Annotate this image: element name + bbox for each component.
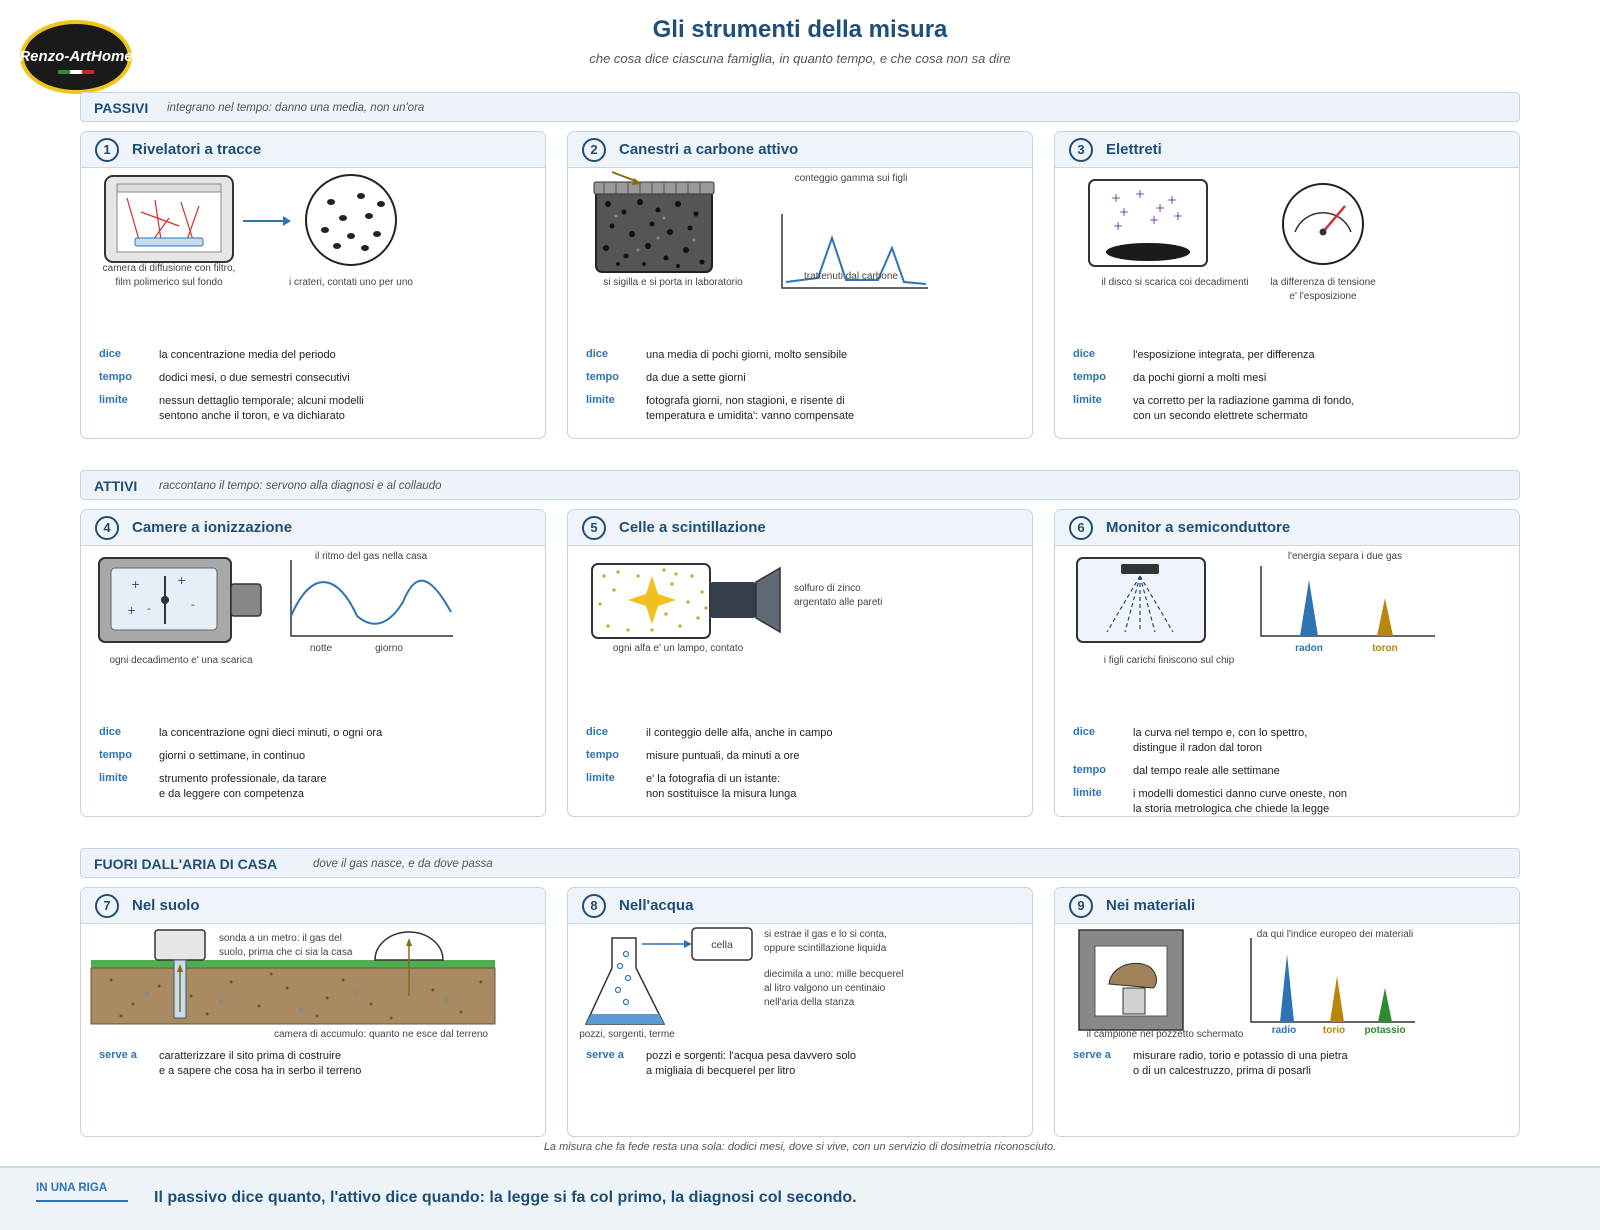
caption: suolo, prima che ci sia la casa xyxy=(219,947,353,958)
value-says: il conteggio delle alfa, anche in campo xyxy=(646,727,833,739)
svg-text:+: + xyxy=(1149,213,1160,227)
svg-text:+: + xyxy=(1155,201,1166,215)
caption: i crateri, contati uno per uno xyxy=(289,277,413,288)
value-time: dodici mesi, o due semestri consecutivi xyxy=(159,372,350,384)
value-time: da pochi giorni a molti mesi xyxy=(1133,372,1267,384)
caption: la differenza di tensione xyxy=(1270,277,1376,288)
legend-potassio: potassio xyxy=(1364,1025,1406,1036)
caption: l'energia separa i due gas xyxy=(1287,551,1403,562)
key-time: tempo xyxy=(586,371,619,383)
summary-bar xyxy=(0,1166,1600,1230)
legend-toron: toron xyxy=(1372,643,1398,654)
card-header xyxy=(568,888,1032,924)
value-serves: caratterizzare il sito prima di costruire xyxy=(159,1050,342,1062)
section-title: FUORI DALL'ARIA DI CASA xyxy=(94,856,278,872)
card-scintillation-cells xyxy=(567,509,1033,817)
svg-text:+: + xyxy=(127,604,137,617)
card-track-detectors xyxy=(80,131,546,439)
key-limit: limite xyxy=(1073,394,1102,406)
key-serves: serve a xyxy=(586,1049,624,1061)
svg-text:+: + xyxy=(177,574,187,587)
key-limit: limite xyxy=(586,772,615,784)
potassio-peak xyxy=(1378,988,1392,1022)
cell-label: cella xyxy=(711,939,733,951)
caption: camera di accumulo: quanto ne esce dal terreno xyxy=(273,1029,488,1040)
key-says: dice xyxy=(1073,726,1096,738)
value-says: la concentrazione ogni dieci minuti, o ogni ora xyxy=(159,727,383,739)
value-limit: e' la fotografia di un istante: xyxy=(646,773,781,785)
section-outside xyxy=(80,848,1520,878)
key-time: tempo xyxy=(1073,764,1106,776)
section-subtitle: raccontano il tempo: servono alla diagnosi e al collaudo xyxy=(159,480,442,492)
card-charcoal-canisters xyxy=(567,131,1033,439)
caption: argentato alle pareti xyxy=(794,597,883,608)
caption: si sigilla e si porta in laboratorio xyxy=(603,277,743,288)
value-time: giorni o settimane, in continuo xyxy=(159,750,306,762)
caption: i figli carichi finiscono sul chip xyxy=(1103,655,1235,666)
card-number: 2 xyxy=(582,138,606,162)
card-water xyxy=(567,887,1033,1137)
value-limit: va corretto per la radiazione gamma di fondo, xyxy=(1133,395,1355,407)
svg-text:+: + xyxy=(1167,193,1178,207)
caption: e' l'esposizione xyxy=(1289,291,1357,302)
card-header xyxy=(81,510,545,546)
card-header xyxy=(81,132,545,168)
page-subtitle: che cosa dice ciascuna famiglia, in quanto tempo, e che cosa non sa dire xyxy=(589,51,1011,66)
caption: ogni decadimento e' una scarica xyxy=(109,655,253,666)
caption: al litro valgono un centinaio xyxy=(764,983,886,994)
value-time: misure puntuali, da minuti a ore xyxy=(646,750,800,762)
card-number: 6 xyxy=(1069,516,1093,540)
key-limit: limite xyxy=(99,772,128,784)
caption: pozzi, sorgenti, terme xyxy=(579,1029,675,1040)
card-title: Nel suolo xyxy=(132,897,200,914)
value-time: dal tempo reale alle settimane xyxy=(1133,765,1280,777)
svg-text:+: + xyxy=(131,578,141,591)
value-serves: o di un calcestruzzo, prima di posarli xyxy=(1133,1065,1311,1077)
value-serves: misurare radio, torio e potassio di una pietra xyxy=(1133,1050,1348,1062)
torio-peak xyxy=(1330,976,1344,1022)
section-title: PASSIVI xyxy=(94,100,149,116)
value-serves: a migliaia di becquerel per litro xyxy=(646,1065,796,1077)
value-limit: nessun dettaglio temporale; alcuni modelli xyxy=(159,395,364,407)
caption: oppure scintillazione liquida xyxy=(764,943,887,954)
section-subtitle: integrano nel tempo: danno una media, non un'ora xyxy=(167,102,425,114)
card-number: 1 xyxy=(95,138,119,162)
caption: trattenuti dal carbone xyxy=(804,271,898,282)
legend-torio: torio xyxy=(1322,1025,1346,1036)
card-title: Elettreti xyxy=(1106,141,1162,158)
value-limit: temperatura e umidita': vanno compensate xyxy=(646,410,855,422)
key-serves: serve a xyxy=(1073,1049,1111,1061)
value-says: distingue il radon dal toron xyxy=(1133,742,1263,754)
key-limit: limite xyxy=(99,394,128,406)
value-says: la curva nel tempo e, con lo spettro, xyxy=(1133,727,1308,739)
svg-text:+: + xyxy=(1173,209,1184,223)
key-time: tempo xyxy=(1073,371,1106,383)
value-limit: sentono anche il toron, e va dichiarato xyxy=(159,410,345,422)
summary-underline xyxy=(36,1200,128,1202)
caption: da qui l'indice europeo dei materiali xyxy=(1256,929,1414,940)
card-title: Camere a ionizzazione xyxy=(132,519,293,536)
value-serves: e a sapere che cosa ha in serbo il terreno xyxy=(159,1065,362,1077)
caption: film polimerico sul fondo xyxy=(115,277,223,288)
card-title: Rivelatori a tracce xyxy=(132,141,262,158)
caption: si estrae il gas e lo si conta, xyxy=(764,929,887,940)
key-says: dice xyxy=(586,726,609,738)
card-number: 3 xyxy=(1069,138,1093,162)
card-header xyxy=(1055,888,1519,924)
value-time: da due a sette giorni xyxy=(646,372,746,384)
value-says: l'esposizione integrata, per differenza xyxy=(1133,349,1315,361)
footnote: La misura che fa fede resta una sola: dodici mesi, dove si vive, con un servizio di dosimetria riconosciuto. xyxy=(543,1141,1057,1153)
card-semiconductor-monitor xyxy=(1054,509,1520,817)
key-limit: limite xyxy=(1073,787,1102,799)
key-limit: limite xyxy=(586,394,615,406)
card-header xyxy=(81,888,545,924)
caption: ogni alfa e' un lampo, contato xyxy=(612,643,744,654)
svg-text:-: - xyxy=(147,602,151,615)
card-materials xyxy=(1054,887,1520,1137)
card-title: Celle a scintillazione xyxy=(619,519,766,536)
section-subtitle: dove il gas nasce, e da dove passa xyxy=(313,858,493,870)
card-number: 9 xyxy=(1069,894,1093,918)
value-limit: con un secondo elettrete schermato xyxy=(1133,410,1308,422)
svg-text:-: - xyxy=(191,598,195,611)
key-says: dice xyxy=(586,348,609,360)
key-serves: serve a xyxy=(99,1049,137,1061)
key-time: tempo xyxy=(99,371,132,383)
card-header xyxy=(568,132,1032,168)
key-says: dice xyxy=(99,726,122,738)
key-time: tempo xyxy=(586,749,619,761)
summary-message: Il passivo dice quanto, l'attivo dice quando: la legge si fa col primo, la diagnosi col secondo. xyxy=(154,1189,857,1206)
section-passive xyxy=(80,92,1520,122)
scintillation-cell-illustration xyxy=(568,546,1033,686)
card-number: 8 xyxy=(582,894,606,918)
value-limit: i modelli domestici danno curve oneste, non xyxy=(1133,788,1348,800)
value-serves: pozzi e sorgenti: l'acqua pesa davvero solo xyxy=(646,1050,857,1062)
section-title: ATTIVI xyxy=(94,478,138,494)
value-says: una media di pochi giorni, molto sensibile xyxy=(646,349,848,361)
svg-text:+: + xyxy=(1135,187,1146,201)
caption: sonda a un metro: il gas del xyxy=(219,933,342,944)
value-says: la concentrazione media del periodo xyxy=(159,349,336,361)
value-limit: non sostituisce la misura lunga xyxy=(646,788,797,800)
card-title: Nell'acqua xyxy=(619,897,694,914)
caption: il disco si scarica coi decadimenti xyxy=(1101,277,1249,288)
caption: nell'aria della stanza xyxy=(764,997,855,1008)
card-number: 5 xyxy=(582,516,606,540)
caption: solfuro di zinco xyxy=(794,583,861,594)
card-title: Nei materiali xyxy=(1106,897,1196,914)
radio-peak xyxy=(1280,954,1294,1022)
card-electrets xyxy=(1054,131,1520,439)
logo-text: Renzo-ArtHome xyxy=(19,48,133,65)
card-ionization-chambers xyxy=(80,509,546,817)
axis-label-day: giorno xyxy=(375,643,403,654)
caption: camera di diffusione con filtro, xyxy=(102,263,236,274)
caption: conteggio gamma sui figli xyxy=(794,173,908,184)
card-soil xyxy=(80,887,546,1137)
section-active xyxy=(80,470,1520,500)
page-title: Gli strumenti della misura xyxy=(652,16,948,43)
caption: diecimila a uno: mille becquerel xyxy=(764,969,904,980)
value-limit: e da leggere con competenza xyxy=(159,788,304,800)
legend-radon: radon xyxy=(1295,643,1323,654)
caption: il campione nel pozzetto schermato xyxy=(1086,1029,1244,1040)
key-time: tempo xyxy=(99,749,132,761)
svg-text:+: + xyxy=(1111,191,1122,205)
key-says: dice xyxy=(1073,348,1096,360)
svg-text:+: + xyxy=(1113,219,1124,233)
summary-key: IN UNA RIGA xyxy=(36,1182,108,1194)
legend-radio: radio xyxy=(1271,1025,1297,1036)
card-number: 7 xyxy=(95,894,119,918)
key-says: dice xyxy=(99,348,122,360)
card-title: Canestri a carbone attivo xyxy=(619,141,799,158)
card-number: 4 xyxy=(95,516,119,540)
card-header xyxy=(568,510,1032,546)
axis-label-night: notte xyxy=(309,643,333,654)
card-header xyxy=(1055,510,1519,546)
value-limit: fotografa giorni, non stagioni, e risente di xyxy=(646,395,845,407)
card-title: Monitor a semiconduttore xyxy=(1106,519,1291,536)
card-header xyxy=(1055,132,1519,168)
svg-text:+: + xyxy=(1119,205,1130,219)
value-limit: la storia metrologica che chiede la legge xyxy=(1133,803,1330,815)
caption: il ritmo del gas nella casa xyxy=(314,551,428,562)
value-limit: strumento professionale, da tarare xyxy=(159,773,327,785)
